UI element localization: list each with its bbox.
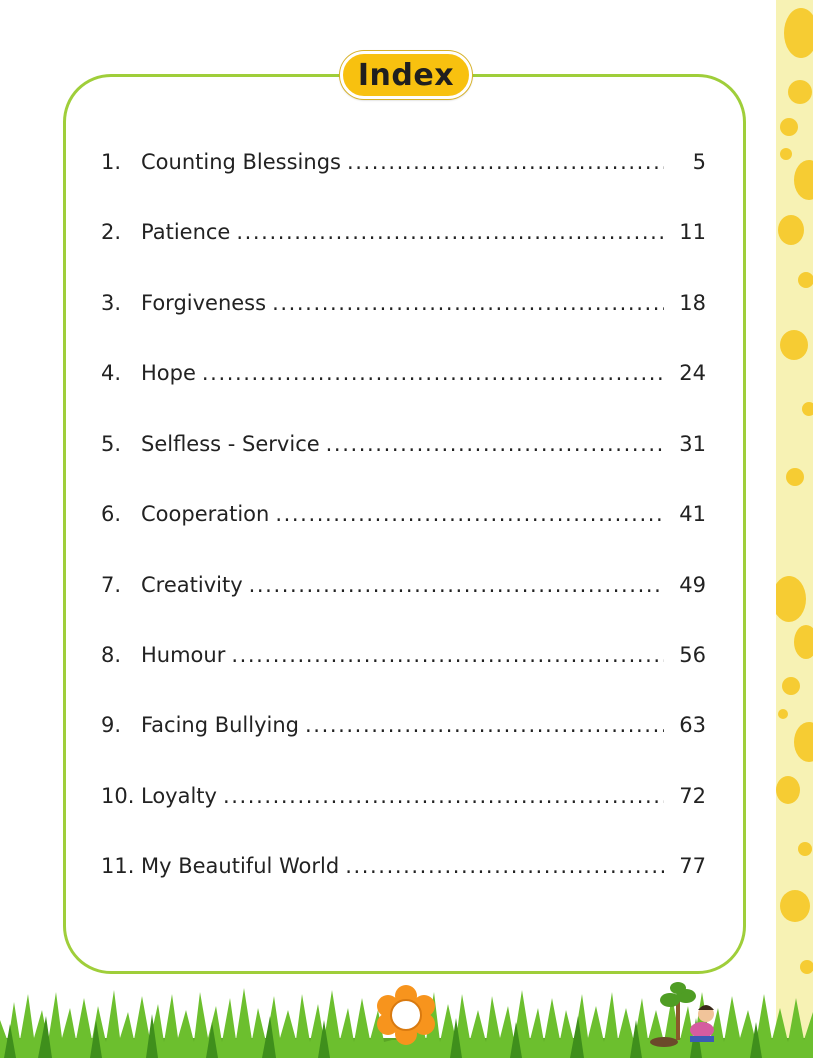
entry-title: Selfless - Service — [141, 432, 320, 456]
entry-title: Humour — [141, 643, 226, 667]
entry-title: Patience — [141, 220, 231, 244]
dot-leader — [347, 150, 664, 174]
entry-title: Cooperation — [141, 502, 270, 526]
entry-title: Counting Blessings — [141, 150, 341, 174]
entry-page-number: 41 — [679, 502, 706, 526]
entry-page-number: 77 — [679, 854, 706, 878]
entry-number: 6. — [101, 502, 122, 526]
dot-leader — [345, 854, 664, 878]
entry-number: 10. — [101, 784, 135, 808]
page-title: Index — [340, 51, 472, 99]
toc-entry[interactable] — [101, 643, 706, 675]
entry-number: 5. — [101, 432, 122, 456]
entry-page-number: 31 — [679, 432, 706, 456]
decorative-dot — [794, 160, 813, 200]
toc-entry[interactable] — [101, 784, 706, 816]
entry-title: Hope — [141, 361, 196, 385]
decorative-dot — [780, 330, 808, 360]
entry-page-number: 72 — [679, 784, 706, 808]
dot-leader — [231, 643, 664, 667]
entry-page-number: 24 — [679, 361, 706, 385]
dot-leader — [326, 432, 664, 456]
entry-page-number: 11 — [679, 220, 706, 244]
toc-entry[interactable] — [101, 432, 706, 464]
decorative-dot — [794, 625, 813, 659]
decorative-dot — [776, 776, 800, 804]
decorative-dot — [778, 709, 788, 719]
entry-number: 3. — [101, 291, 122, 315]
decorative-dot — [788, 80, 812, 104]
entry-page-number: 49 — [679, 573, 706, 597]
decorative-dot — [798, 272, 813, 288]
entry-title: Creativity — [141, 573, 243, 597]
grass-illustration — [0, 980, 813, 1058]
dot-leader — [305, 713, 664, 737]
decorative-dot — [786, 468, 804, 486]
dot-leader — [249, 573, 664, 597]
entry-page-number: 18 — [679, 291, 706, 315]
decorative-dot — [800, 960, 813, 974]
decorative-dot — [780, 118, 798, 136]
toc-entry[interactable] — [101, 150, 706, 182]
entry-number: 9. — [101, 713, 122, 737]
toc-entry[interactable] — [101, 573, 706, 605]
entry-page-number: 56 — [679, 643, 706, 667]
entry-number: 7. — [101, 573, 122, 597]
dot-leader — [202, 361, 664, 385]
decorative-dot — [778, 215, 804, 245]
decorative-dot — [798, 842, 812, 856]
entry-title: Loyalty — [141, 784, 217, 808]
decorative-dot — [780, 148, 792, 160]
entry-number: 2. — [101, 220, 122, 244]
entry-page-number: 63 — [679, 713, 706, 737]
entry-number: 8. — [101, 643, 122, 667]
dot-leader — [272, 291, 664, 315]
side-dotted-strip — [776, 0, 813, 1058]
decorative-dot — [802, 402, 813, 416]
toc-entry[interactable] — [101, 713, 706, 745]
toc-entry[interactable] — [101, 854, 706, 886]
entry-page-number: 5 — [692, 150, 706, 174]
dot-leader — [223, 784, 664, 808]
dot-leader — [275, 502, 664, 526]
decorative-dot — [782, 677, 800, 695]
flower-icon — [377, 985, 435, 1045]
toc-entry[interactable] — [101, 361, 706, 393]
toc-entry[interactable] — [101, 220, 706, 252]
entry-title: Forgiveness — [141, 291, 267, 315]
toc-entry[interactable] — [101, 291, 706, 323]
decorative-dot — [776, 576, 806, 622]
toc-entry[interactable] — [101, 502, 706, 534]
entry-number: 4. — [101, 361, 122, 385]
decorative-dot — [784, 8, 813, 58]
entry-title: My Beautiful World — [141, 854, 340, 878]
decorative-dot — [794, 722, 813, 762]
entry-number: 11. — [101, 854, 135, 878]
entry-title: Facing Bullying — [141, 713, 300, 737]
entry-number: 1. — [101, 150, 122, 174]
dot-leader — [236, 220, 664, 244]
decorative-dot — [780, 890, 810, 922]
